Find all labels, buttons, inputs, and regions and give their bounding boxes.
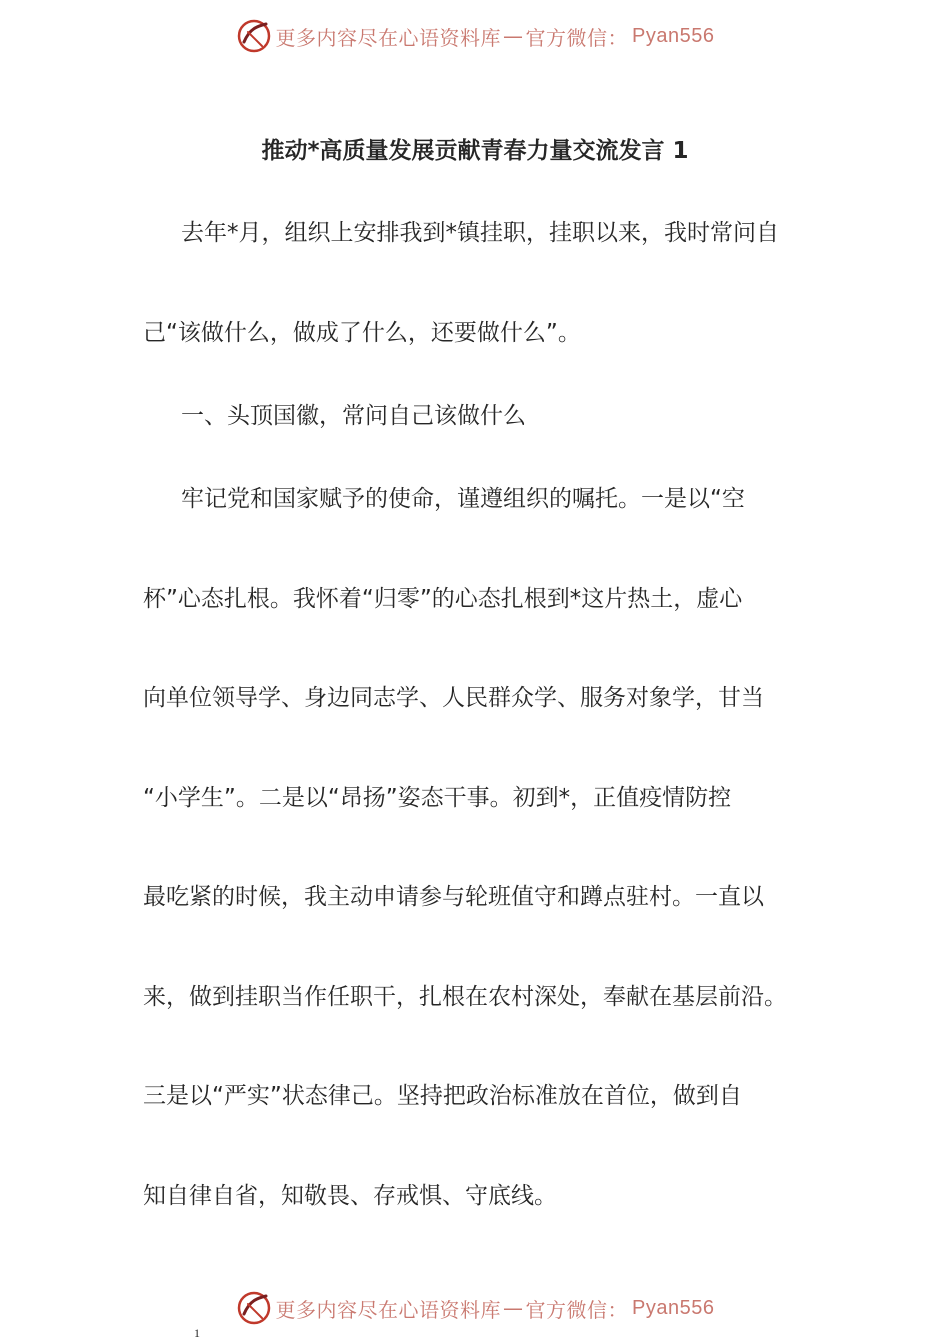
seal-logo-icon bbox=[236, 18, 272, 54]
paragraph-line: 最吃紧的时候，我主动申请参与轮班值守和蹲点驻村。一直以 bbox=[143, 884, 764, 910]
section-heading: 一、头顶国徽，常问自己该做什么 bbox=[181, 403, 526, 429]
paragraph-line: 去年*月，组织上安排我到*镇挂职，挂职以来，我时常问自 bbox=[181, 220, 779, 246]
watermark-sub-text: 官方微信： bbox=[525, 1297, 629, 1322]
watermark-dash: — bbox=[503, 1296, 524, 1320]
document-title: 推动*高质量发展贡献青春力量交流发言 1 bbox=[261, 138, 689, 164]
paragraph-line: 杯”心态扎根。我怀着“归零”的心态扎根到*这片热土，虚心 bbox=[143, 586, 743, 612]
watermark-id-text: Pyan556 bbox=[632, 1296, 715, 1319]
header-watermark bbox=[0, 16, 950, 56]
watermark-sub-text: 官方微信： bbox=[525, 25, 629, 50]
paragraph-line: 知自律自省，知敬畏、存戒惧、守底线。 bbox=[143, 1183, 557, 1209]
page-number: 1 bbox=[194, 1326, 200, 1340]
paragraph-line: 来，做到挂职当作任职干，扎根在农村深处，奉献在基层前沿。 bbox=[143, 984, 787, 1010]
paragraph-line: 向单位领导学、身边同志学、人民群众学、服务对象学，甘当 bbox=[143, 685, 764, 711]
watermark-id-text: Pyan556 bbox=[632, 24, 715, 47]
footer-watermark bbox=[0, 1288, 950, 1328]
paragraph-line: 己“该做什么，做成了什么，还要做什么”。 bbox=[143, 320, 581, 346]
seal-logo-icon bbox=[236, 1290, 272, 1326]
watermark-dash: — bbox=[503, 24, 524, 48]
watermark-main-text: 更多内容尽在心语资料库 bbox=[275, 25, 502, 50]
paragraph-line: 牢记党和国家赋予的使命，谨遵组织的嘱托。一是以“空 bbox=[181, 486, 745, 512]
paragraph-line: 三是以“严实”状态律己。坚持把政治标准放在首位，做到自 bbox=[143, 1083, 742, 1109]
paragraph-line: “小学生”。二是以“昂扬”姿态干事。初到*，正值疫情防控 bbox=[143, 785, 732, 811]
watermark-main-text: 更多内容尽在心语资料库 bbox=[275, 1297, 502, 1322]
